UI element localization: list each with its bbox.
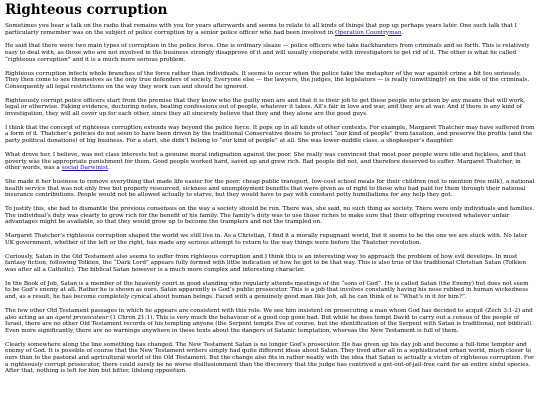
paragraph-11: In the Book of Job, Satan is a member of the heavenly court in good standing who regularly attends meetings of the “sons of God”. He is called Satan (the Enemy) but does not seem to be God’s enemy at all. Rather he is shown as ours. Satan apparently is God’s public prosecutor. This is a job that involves constantly having his nose rubbed in human wickedness and, as a result, he has become completely cynical about human beings. Faced with a genuinely good man like Job, all he can think of is “What’s in it for him?”. [5, 280, 529, 301]
paragraph-10: Curiously, Satan in the Old Testament also seems to suffer from righteous corruption and I think this is an interesting way to approach the problem of how evil develops. In most fantasy fiction, following Tolkien, the “Dark Lord” appears fully formed with little indication of how he got to be that way. This is also true of the traditional Christian Satan (Tolkien was after all a Catholic). The biblical Satan however is a much more complex and interesting character. [5, 253, 527, 273]
agent-provocateur-emphasis: agent provocateur [55, 314, 109, 321]
paragraph-12-rest: (1 Chron 21:1). This is very much the behaviour of a good cop gone bad. But while he does tempt David to carry out a census of the people of Israel, there are no other Old Testament records of his tempting anyone (the Serpent tempts Eve of course, but the identification of the Serpent with Satan is traditional, not biblical). Even more significantly, there are no warnings anywhere in these texts about the dangers of Satanic temptation, whereas the New Testament is full of them. [5, 314, 534, 334]
article-title: Righteous corruption [5, 2, 168, 18]
paragraph-9: Margaret Thatcher’s righteous corruption shaped the world we still live in. As a Christian, I find it a morally repugnant world, but it seems to be the one we are stuck with. No later UK government, whether of the left or the right, has made any serious attempt to return to the way things were before the Thatcher revolution. [5, 233, 528, 246]
paragraph-1-end: . [401, 29, 404, 36]
social-darwinist-link[interactable]: social Darwinist [61, 165, 109, 172]
operation-countryman-link[interactable]: Operation Countryman [335, 29, 402, 36]
paragraph-6-text: What drove her, I believe, was not class interests but a genuine moral indignation against the poor. She really was convinced that most poor people were idle and feckless, and that poverty was the appropriate punishment for them. Good people worked hard, saved up and grew rich. Bad people did not, and therefore deserved to suffer. Margaret Thatcher, in other words, was a [5, 151, 526, 172]
paragraph-12 [5, 308, 535, 335]
paragraph-4: Righteously corrupt police officers start from the premise that they know who the guilty men are and that it is their job to get these people into prison by any means that will work, legal or otherwise. Faking evidence, doctoring notes, beating confessions out of people, whatever it takes. All’s fair in love and war, and they are at war. And if there is any kind of investigation, they will all cover up for each other, since they all sincerely believe that they and they alone are the good guys. [5, 97, 526, 118]
paragraph-12-text: The few other Old Testament passages in which he appears are consistent with this role. We see him insistent on prosecuting a man whom God has decided to acquit (Zech 3:1-2) and also acting as an [5, 307, 533, 321]
paragraph-7: She made it her business to remove everything that made life easier for the poor: cheap public transport, low-cost school meals for their children (not to mention free milk), a national health service that was not only free but properly resourced, sickness and unemployment benefits that were given as of right to those who had paid for them through their national insurance contributions. People would not be allowed actually to starve, but they would have to pay with constant petty humiliations for any help they got. [5, 178, 535, 199]
paragraph-3: Righteous corruption infects whole branches of the force rather than individuals. It seems to occur when the police take the metaphor of the war against crime a bit too seriously. They then come to see themselves as the only true defenders of society. Everyone else — the lawyers, the judges, the legislators — is really (unwittingly) on the side of the criminals. Consequently all legal restrictions on the way they work can and should be ignored. [5, 70, 530, 90]
paragraph-1 [5, 23, 535, 36]
paragraph-2: He said that there were two main types of corruption in the police force. One is ordinary sleaze — police officers who take backhanders from criminals and so forth. This is relatively easy to deal with, as those who are not involved in the business strongly disapprove of it and will usually cooperate with investigators to get rid of it. The other is what he called “righteous corruption” and it is a much more serious problem. [5, 43, 530, 63]
paragraph-13: Clearly somewhere along the line something has changed. The New Testament Satan is no longer God’s prosecutor. He has given up his day job and become a full-time tempter and enemy of God. It is possible of course that the New Testament writers simply had quite different ideas about Satan. They lived after all in a sophisticated urban world, much closer to ours than to the pastoral and agricultural world of the Old Testament. But the change also fits in rather neatly with the idea that Satan is actually a victim of righteous corruption. For a righteously corrupt prosecutor, there could surely be no worse disillusionment than the discovery that the judge has contrived a get-out-of-jail-free card for an entire sinful species. After that, nothing is left for him but bitter, lifelong opposition. [5, 341, 534, 375]
paragraph-6 [5, 152, 535, 172]
paragraph-8: To justify this, she had to dismantle the previous consensus on the way a society should be run. There was, she said, no such thing as society. There were only individuals and families. The individual’s duty was clearly to grow rich for the benefit of his family. The family’s duty was to use those riches to make sure that their offspring received whatever unfair advantages might be available, so that they would grow up to become the tramplers and not the trampled on. [5, 206, 535, 226]
paragraph-5: I think that the concept of righteous corruption extends way beyond the police force. It pops up in all kinds of other contexts. For example, Margaret Thatcher may have suffered from a form of it. Thatcher’s policies do not seem to have been driven by the traditional Conservative desire to protect “our kind of people” from taxation, and preserve the profits (and the party political donations) of big business. For a start, she didn’t belong to “our kind of people” at all. She was lower-middle class, a shopkeeper’s daughter. [5, 124, 535, 145]
paragraph-1-text: Sometimes you hear a talk on the radio that remains with you for years afterwards and seems to relate to all kinds of things that pop up perhaps years later. One such talk that I particularly remember was on the subject of police corruption by a senior police officer who had been involved in [5, 23, 517, 36]
paragraph-6-end: . [108, 165, 110, 172]
